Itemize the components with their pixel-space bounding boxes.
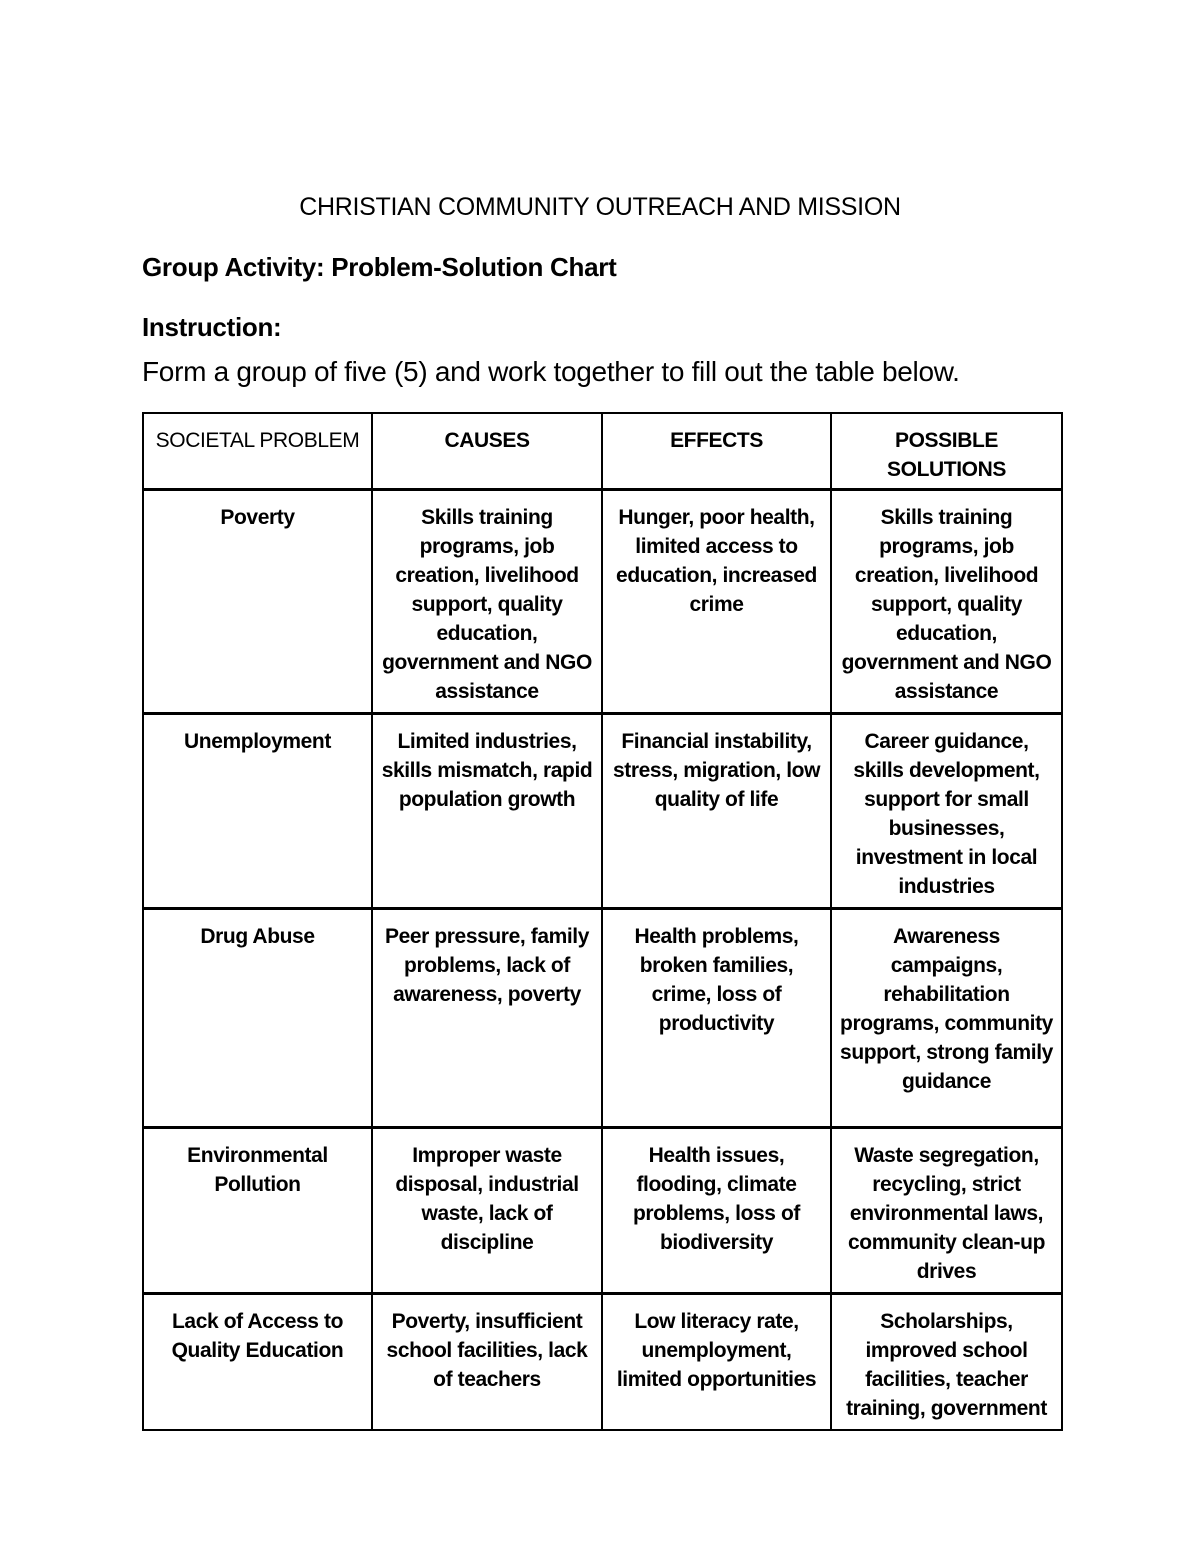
solutions-cell: Skills training programs, job creation, livelihood support, quality education, government and NGO assistance xyxy=(831,490,1062,714)
header-effects: EFFECTS xyxy=(602,413,831,490)
effects-cell: Health issues, flooding, climate problems, loss of biodiversity xyxy=(602,1128,831,1294)
document-title: CHRISTIAN COMMUNITY OUTREACH AND MISSION xyxy=(299,193,901,221)
causes-cell: Poverty, insufficient school facilities, lack of teachers xyxy=(372,1294,602,1431)
table-row xyxy=(143,909,1062,1128)
problem-cell: Unemployment xyxy=(143,714,372,909)
table-row xyxy=(143,490,1062,714)
solutions-cell: Waste segregation, recycling, strict environmental laws, community clean-up drives xyxy=(831,1128,1062,1294)
problem-cell: Drug Abuse xyxy=(143,909,372,1128)
header-possible-solutions: POSSIBLE SOLUTIONS xyxy=(831,413,1062,490)
problem-cell: Environmental Pollution xyxy=(143,1128,372,1294)
instruction-text: Form a group of five (5) and work together to fill out the table below. xyxy=(142,356,960,387)
table-row xyxy=(143,714,1062,909)
solutions-cell: Career guidance, skills development, support for small businesses, investment in local industries xyxy=(831,714,1062,909)
solutions-cell: Scholarships, improved school facilities, teacher training, government xyxy=(831,1294,1062,1431)
causes-cell: Limited industries, skills mismatch, rapid population growth xyxy=(372,714,602,909)
problem-cell: Poverty xyxy=(143,490,372,714)
header-causes: CAUSES xyxy=(372,413,602,490)
table-row xyxy=(143,1294,1062,1431)
effects-cell: Health problems, broken families, crime, loss of productivity xyxy=(602,909,831,1128)
causes-cell: Skills training programs, job creation, livelihood support, quality education, government and NGO assistance xyxy=(372,490,602,714)
problem-cell: Lack of Access to Quality Education xyxy=(143,1294,372,1431)
instruction-label: Instruction: xyxy=(142,312,282,342)
effects-cell: Financial instability, stress, migration, low quality of life xyxy=(602,714,831,909)
activity-subtitle: Group Activity: Problem-Solution Chart xyxy=(142,252,617,282)
causes-cell: Peer pressure, family problems, lack of awareness, poverty xyxy=(372,909,602,1128)
causes-cell: Improper waste disposal, industrial waste, lack of discipline xyxy=(372,1128,602,1294)
effects-cell: Low literacy rate, unemployment, limited opportunities xyxy=(602,1294,831,1431)
solutions-cell: Awareness campaigns, rehabilitation programs, community support, strong family guidance xyxy=(831,909,1062,1128)
effects-cell: Hunger, poor health, limited access to education, increased crime xyxy=(602,490,831,714)
header-societal-problem: SOCIETAL PROBLEM xyxy=(143,413,372,490)
table-row xyxy=(143,1128,1062,1294)
problem-solution-table xyxy=(142,412,1063,1431)
table-header-row xyxy=(143,413,1062,490)
